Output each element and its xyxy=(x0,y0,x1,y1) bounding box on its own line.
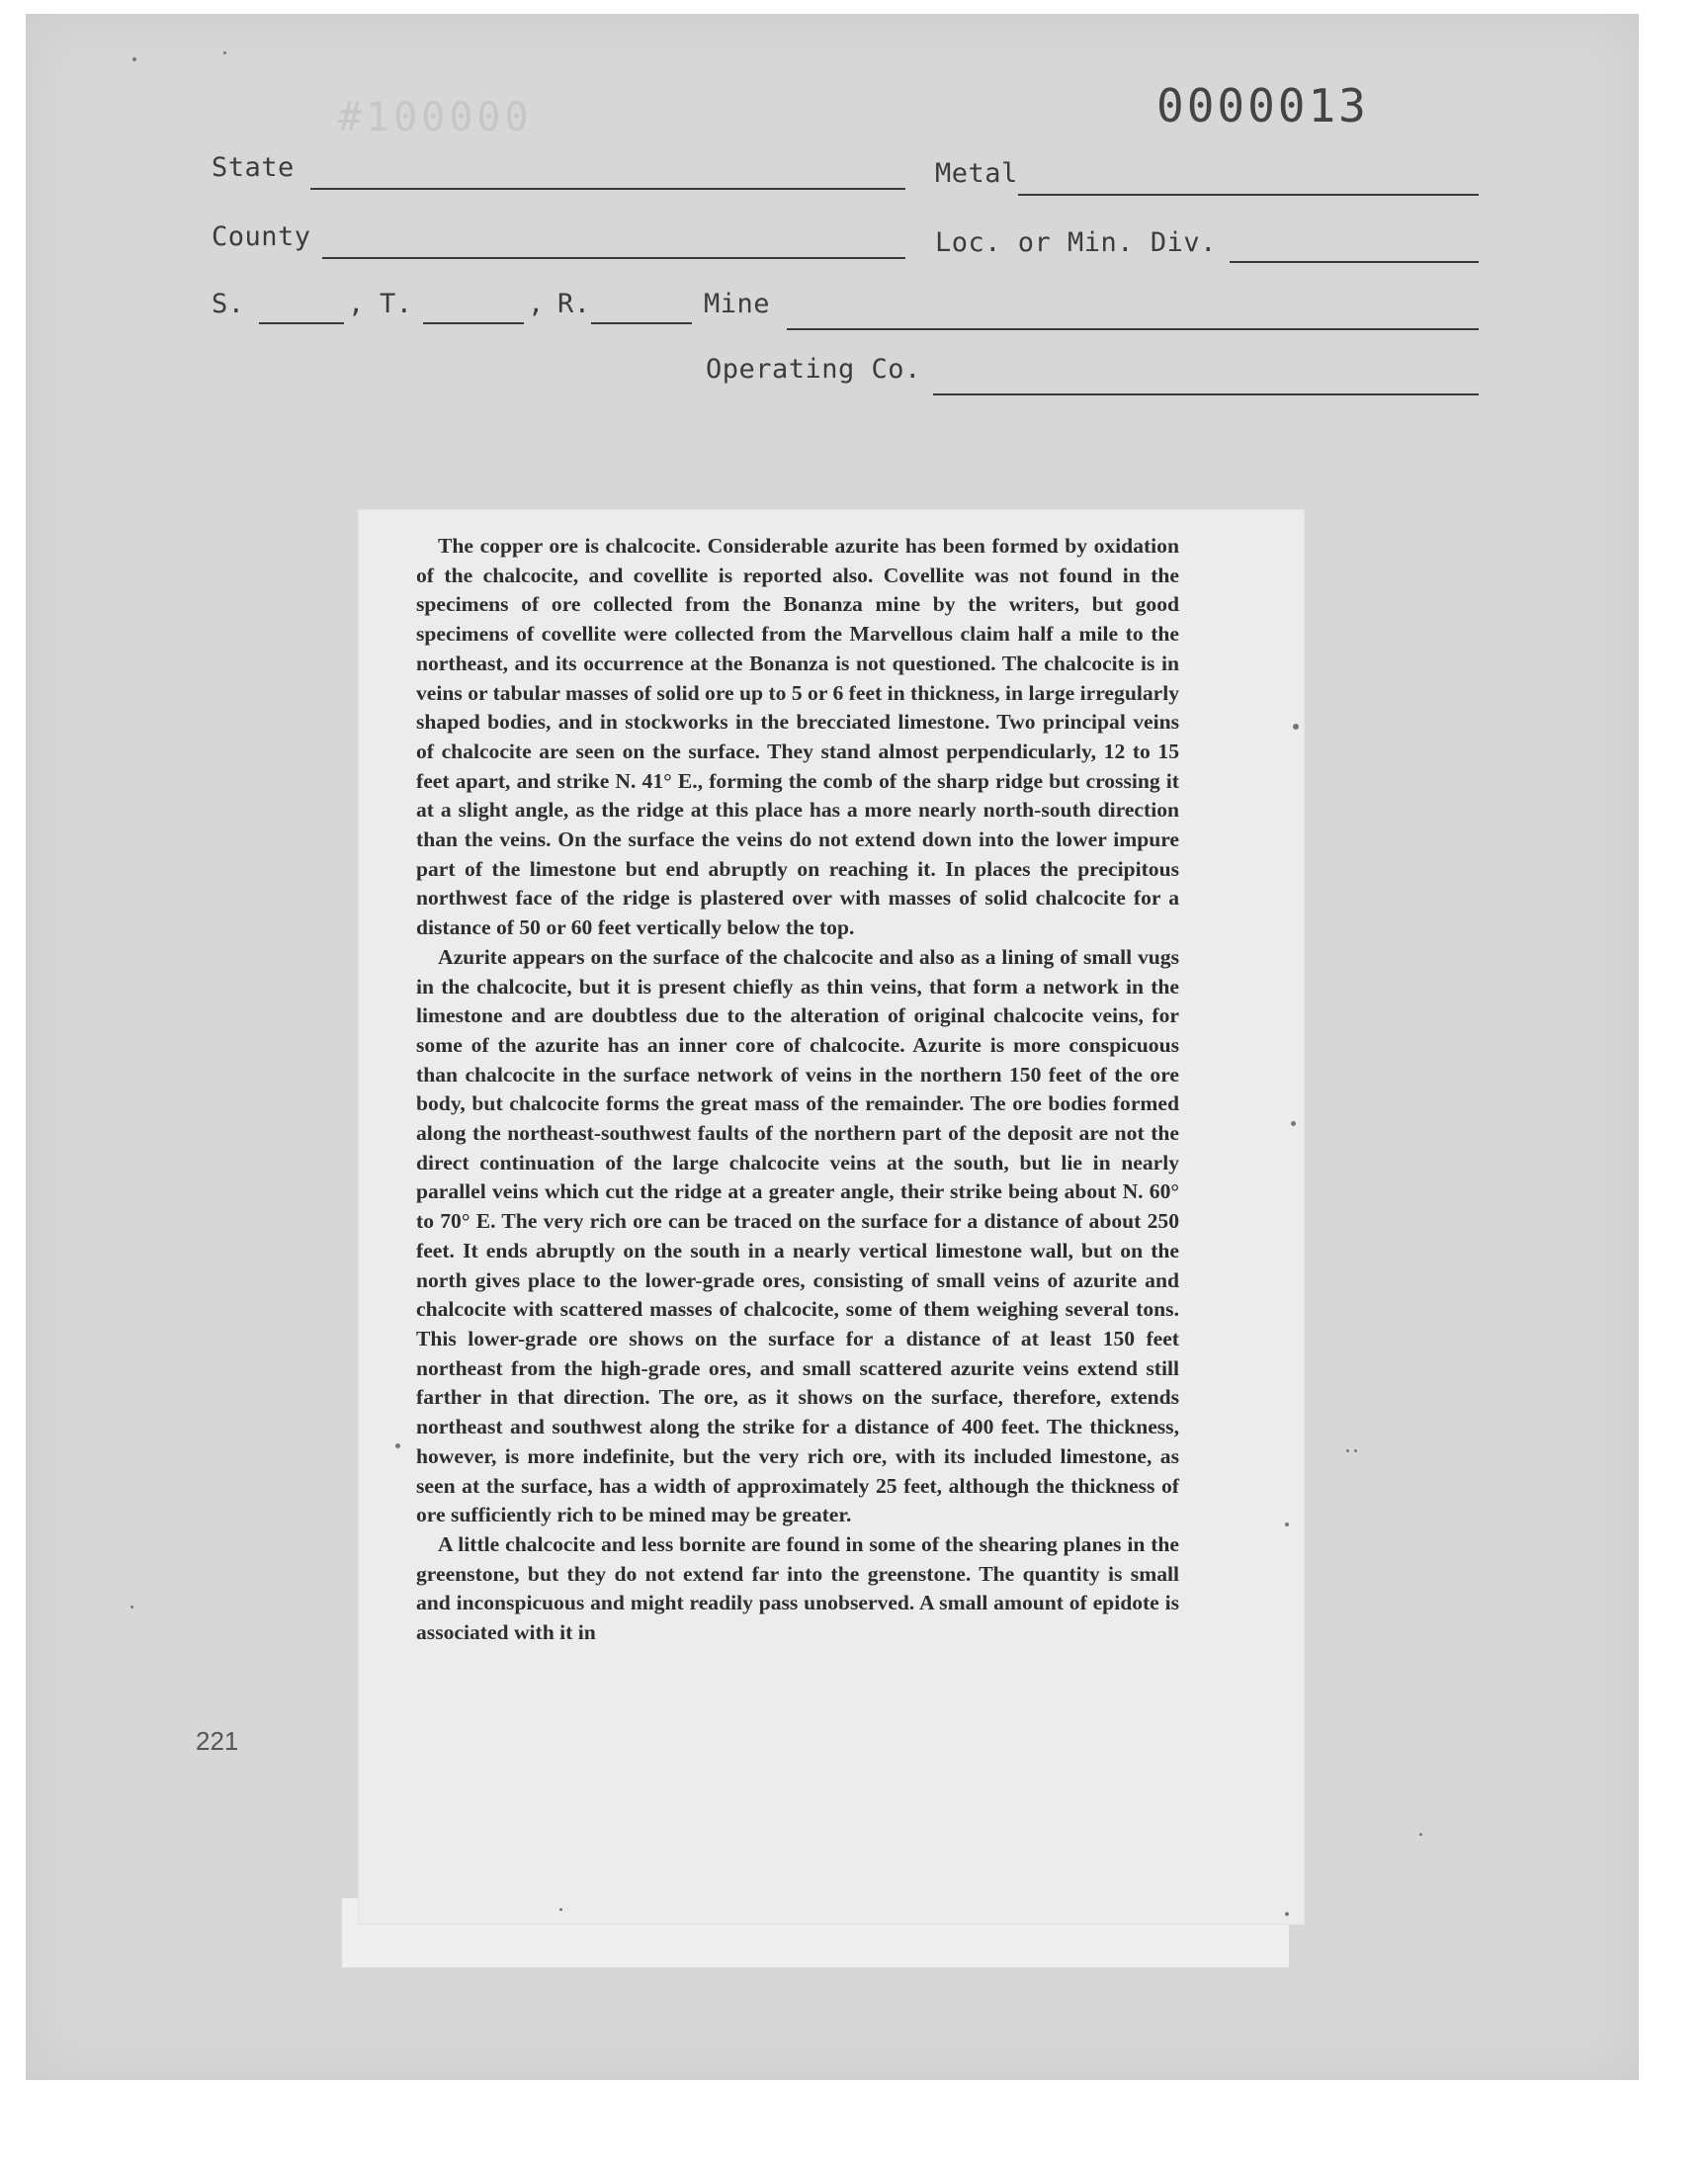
scan-speck xyxy=(1419,1833,1422,1836)
section-label: S. xyxy=(212,289,245,319)
scan-speck xyxy=(223,51,226,54)
faded-stamp-number: #100000 xyxy=(338,95,533,140)
page-side-number: 221 xyxy=(196,1726,239,1756)
county-label: County xyxy=(212,221,311,252)
clipping-paragraph-2: Azurite appears on the surface of the chalcocite and also as a lining of small vugs in the chalcocite, but it is present chiefly as thin veins, that form a network in the limestone and are doubtless due to the alteration of original chalcocite veins, for some of the azurite has an inner core of chalcocite. Azurite is more conspicuous than chalcocite in the surface network of veins in the northern 150 feet of the ore body, but chalcocite forms the great mass of the remainder. The ore bodies formed along the northeast-southwest faults of the northern part of the deposit are not the direct continuation of the large chalcocite veins at the south, but lie in nearly parallel veins which cut the ridge at a greater angle, their strike being about N. 60° to 70° E. The very rich ore can be traced on the surface for a distance of about 250 feet. It ends abruptly on the south in a nearly vertical limestone wall, but on the north gives place to the lower-grade ores, consisting of small veins of azurite and chalcocite with scattered masses of chalcocite, some of them weighing several tons. This lower-grade ore shows on the surface for a distance of at least 150 feet northeast from the high-grade ores, and small scattered azurite veins extend still farther in that direction. The ore, as it shows on the surface, therefore, extends northeast and southwest along the strike for a distance of 400 feet. The thickness, however, is more indefinite, but the very rich ore, with its included limestone, as seen at the surface, has a width of approximately 25 feet, although the thickness of ore sufficiently rich to be mined may be greater. xyxy=(416,944,1179,1527)
metal-label: Metal xyxy=(935,158,1018,189)
operating-co-label: Operating Co. xyxy=(706,354,921,385)
section-comma: , xyxy=(348,289,365,319)
clipping-text xyxy=(416,532,1179,1648)
scan-speck xyxy=(1293,724,1299,730)
pasted-clipping xyxy=(358,509,1305,1925)
operating-co-field-line[interactable] xyxy=(933,393,1479,395)
township-field-line[interactable] xyxy=(423,322,524,324)
scan-speck xyxy=(559,1908,562,1911)
document-number-stamp: 0000013 xyxy=(1156,79,1369,132)
county-field-line[interactable] xyxy=(322,257,905,259)
clipping-paragraph-3: A little chalcocite and less bornite are found in some of the shearing planes in the greenstone, but they do not extend far into the greenstone. The quantity is small and inconspicuous and might readily pass unobserved. A small amount of epidote is associated with it in xyxy=(416,1531,1179,1645)
scan-speck xyxy=(1354,1449,1357,1452)
mine-label: Mine xyxy=(704,289,771,319)
scan-speck xyxy=(395,1443,400,1448)
metal-field-line[interactable] xyxy=(1018,194,1479,196)
township-label: T. xyxy=(380,289,413,319)
scan-speck xyxy=(130,1606,133,1609)
loc-field-line[interactable] xyxy=(1230,261,1479,263)
mine-field-line[interactable] xyxy=(787,328,1479,330)
range-label: R. xyxy=(557,289,591,319)
scan-speck xyxy=(1346,1449,1349,1452)
township-comma: , xyxy=(528,289,545,319)
loc-label: Loc. or Min. Div. xyxy=(935,227,1217,258)
state-label: State xyxy=(212,152,295,183)
range-field-line[interactable] xyxy=(591,322,692,324)
scan-speck xyxy=(1291,1121,1296,1126)
scan-speck xyxy=(1285,1522,1289,1526)
scan-speck xyxy=(132,57,136,61)
state-field-line[interactable] xyxy=(310,188,905,190)
scan-speck xyxy=(1285,1912,1289,1916)
clipping-paragraph-1: The copper ore is chalcocite. Considerable azurite has been formed by oxidation of the chalcocite, and covellite is reported also. Covellite was not found in the specimens of ore collected from the Bonanza mine by the writers, but good specimens of covellite were collected from the Marvellous claim half a mile to the northeast, and its occurrence at the Bonanza is not questioned. The chalcocite is in veins or tabular masses of solid ore up to 5 or 6 feet in thickness, in large irregularly shaped bodies, and in stockworks in the brecciated limestone. Two principal veins of chalcocite are seen on the surface. They stand almost perpendicularly, 12 to 15 feet apart, and strike N. 41° E., forming the comb of the sharp ridge but crossing it at a slight angle, as the ridge at this place has a more nearly north-south direction than the veins. On the surface the veins do not extend down into the lower impure part of the limestone but end abruptly on reaching it. In places the precipitous northwest face of the ridge is plastered over with masses of solid chalcocite for a distance of 50 or 60 feet vertically below the top. xyxy=(416,534,1179,940)
section-field-line[interactable] xyxy=(259,322,344,324)
